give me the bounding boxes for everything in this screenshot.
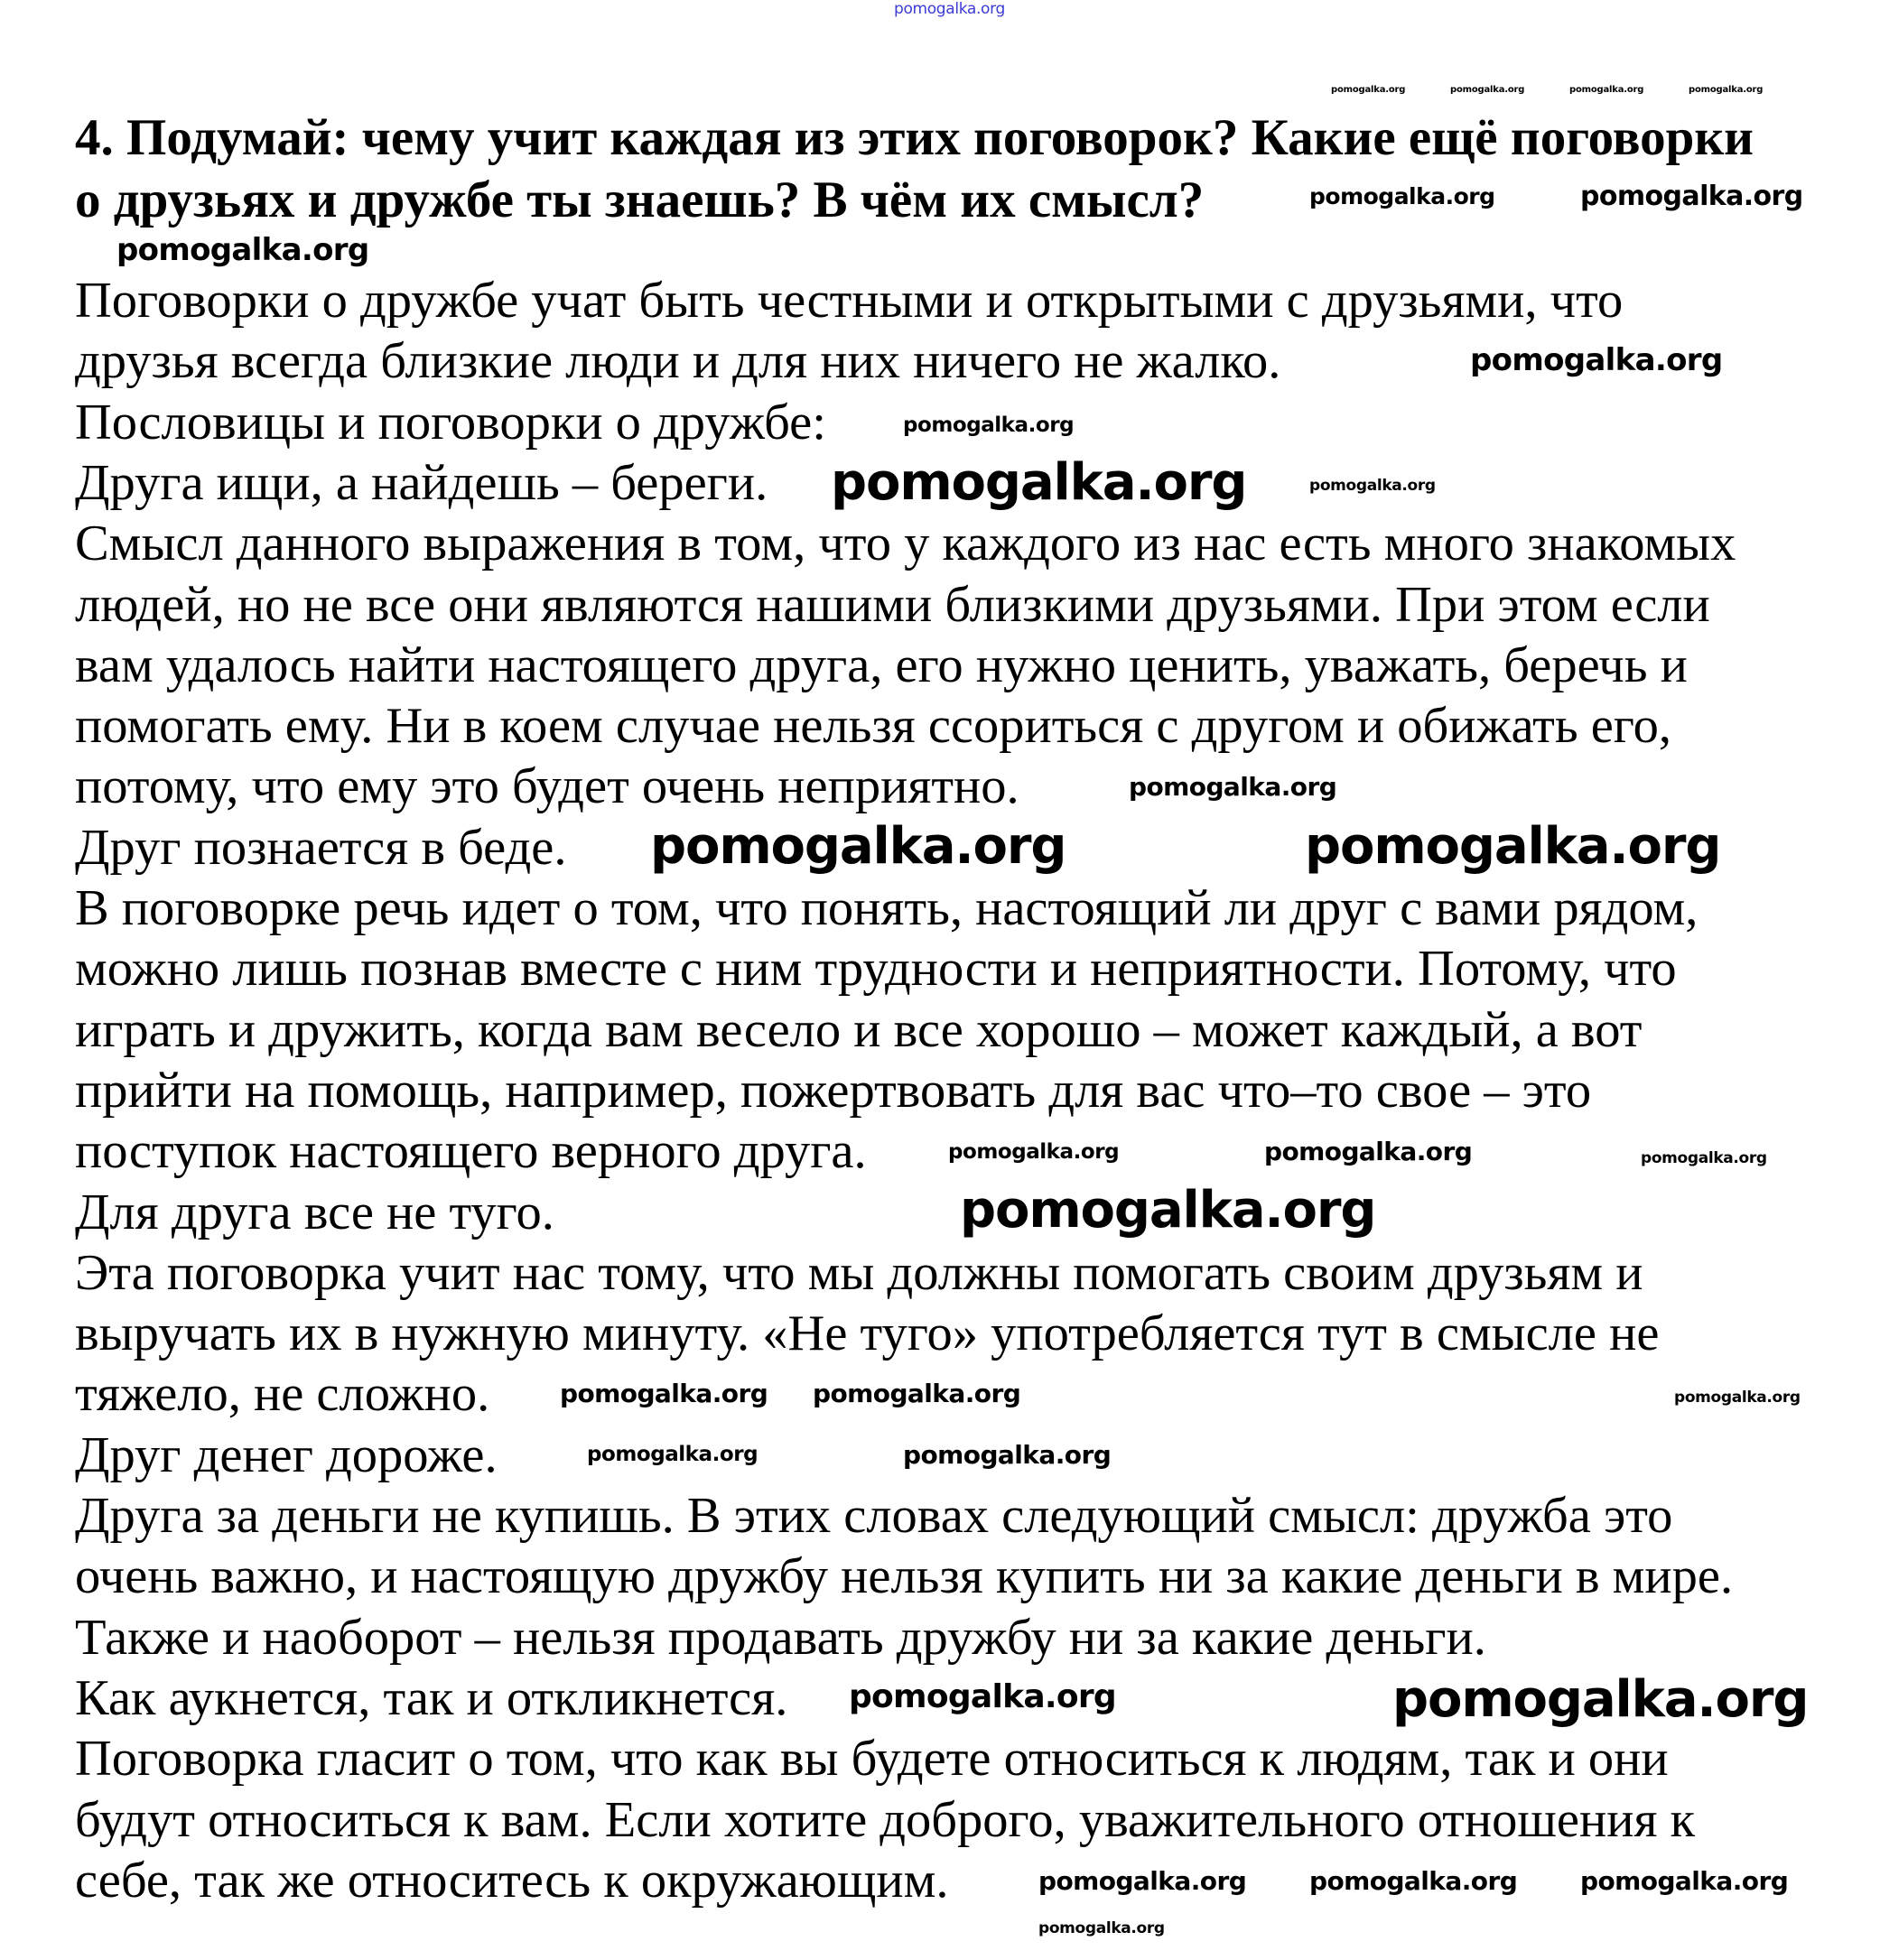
text-line: друзья всегда близкие люди и для них ничего не жалко. [75, 333, 1281, 390]
text-line: помогать ему. Ни в коем случае нельзя ссориться с другом и обижать его, [75, 698, 1671, 755]
watermark: pomogalka.org [894, 0, 1005, 18]
watermark: pomogalka.org [1569, 85, 1644, 95]
text-line: В поговорке речь идет о том, что понять, настоящий ли друг с вами рядом, [75, 880, 1699, 936]
text-line: тяжело, не сложно. [75, 1366, 490, 1423]
watermark: pomogalka.org [1689, 85, 1764, 95]
text-line: Эта поговорка учит нас тому, что мы должны помогать своим друзьям и [75, 1244, 1643, 1301]
text-line: Поговорка гласит о том, что как вы будете относиться к людям, так и они [75, 1731, 1669, 1788]
text-line: потому, что ему это будет очень неприятно. [75, 758, 1019, 815]
watermark: pomogalka.org [903, 1440, 1112, 1470]
heading-line-2: о друзьях и дружбе ты знаешь? В чём их смысл? [75, 172, 1205, 228]
text-line: Друга ищи, а найдешь – береги. [75, 454, 768, 511]
watermark: pomogalka.org [1392, 1670, 1809, 1729]
watermark: pomogalka.org [1580, 1866, 1789, 1896]
text-line: выручать их в нужную минуту. «Не туго» употребляется тут в смысле не [75, 1305, 1660, 1362]
watermark: pomogalka.org [1038, 1919, 1165, 1937]
watermark: pomogalka.org [1580, 181, 1803, 212]
watermark: pomogalka.org [813, 1379, 1021, 1408]
text-line: можно лишь познав вместе с ним трудности и неприятности. Потому, что [75, 941, 1677, 998]
text-line: Пословицы и поговорки о дружбе: [75, 394, 826, 451]
watermark: pomogalka.org [1641, 1149, 1767, 1167]
text-line: Также и наоборот – нельзя продавать дружбу ни за какие деньги. [75, 1609, 1486, 1666]
text-line: себе, так же относитесь к окружающим. [75, 1852, 949, 1909]
text-line: Для друга все не туго. [75, 1184, 554, 1240]
watermark: pomogalka.org [1038, 1866, 1247, 1896]
watermark: pomogalka.org [1264, 1137, 1473, 1166]
text-line: Как аукнется, так и откликнется. [75, 1669, 788, 1726]
watermark: pomogalka.org [1305, 817, 1721, 876]
text-line: Поговорки о дружбе учат быть честными и открытыми с друзьями, что [75, 273, 1624, 329]
watermark: pomogalka.org [560, 1379, 768, 1408]
text-line: будут относиться к вам. Если хотите доброго, уважительного отношения к [75, 1791, 1696, 1848]
watermark: pomogalka.org [948, 1140, 1120, 1164]
watermark: pomogalka.org [1470, 342, 1723, 378]
watermark: pomogalka.org [849, 1678, 1116, 1715]
watermark: pomogalka.org [1309, 1866, 1518, 1896]
text-line: вам удалось найти настоящего друга, его нужно ценить, уважать, беречь и [75, 636, 1688, 693]
watermark: pomogalka.org [1129, 772, 1337, 802]
text-line: поступок настоящего верного друга. [75, 1123, 867, 1180]
watermark: pomogalka.org [1450, 85, 1525, 95]
watermark: pomogalka.org [1309, 477, 1436, 495]
text-line: играть и дружить, когда вам весело и все хорошо – может каждый, а вот [75, 1001, 1643, 1058]
watermark: pomogalka.org [1331, 85, 1406, 95]
watermark: pomogalka.org [1309, 183, 1495, 209]
watermark: pomogalka.org [650, 817, 1066, 876]
watermark: pomogalka.org [587, 1443, 759, 1466]
text-line: Смысл данного выражения в том, что у каждого из нас есть много знакомых [75, 516, 1736, 572]
watermark: pomogalka.org [831, 453, 1247, 512]
heading-line-1: 4. Подумай: чему учит каждая из этих поговорок? Какие ещё поговорки [75, 109, 1754, 166]
text-line: очень важно, и настоящую дружбу нельзя купить ни за какие деньги в мире. [75, 1548, 1734, 1605]
watermark: pomogalka.org [116, 232, 369, 268]
text-line: Друга за деньги не купишь. В этих словах следующий смысл: дружба это [75, 1488, 1673, 1544]
text-line: Друг познается в беде. [75, 819, 567, 876]
text-line: Друг денег дороже. [75, 1426, 498, 1483]
watermark: pomogalka.org [1674, 1389, 1801, 1407]
text-line: прийти на помощь, например, пожертвовать для вас что–то свое – это [75, 1062, 1592, 1119]
watermark: pomogalka.org [960, 1181, 1376, 1240]
text-line: людей, но не все они являются нашими близкими друзьями. При этом если [75, 576, 1710, 633]
watermark: pomogalka.org [903, 413, 1075, 437]
